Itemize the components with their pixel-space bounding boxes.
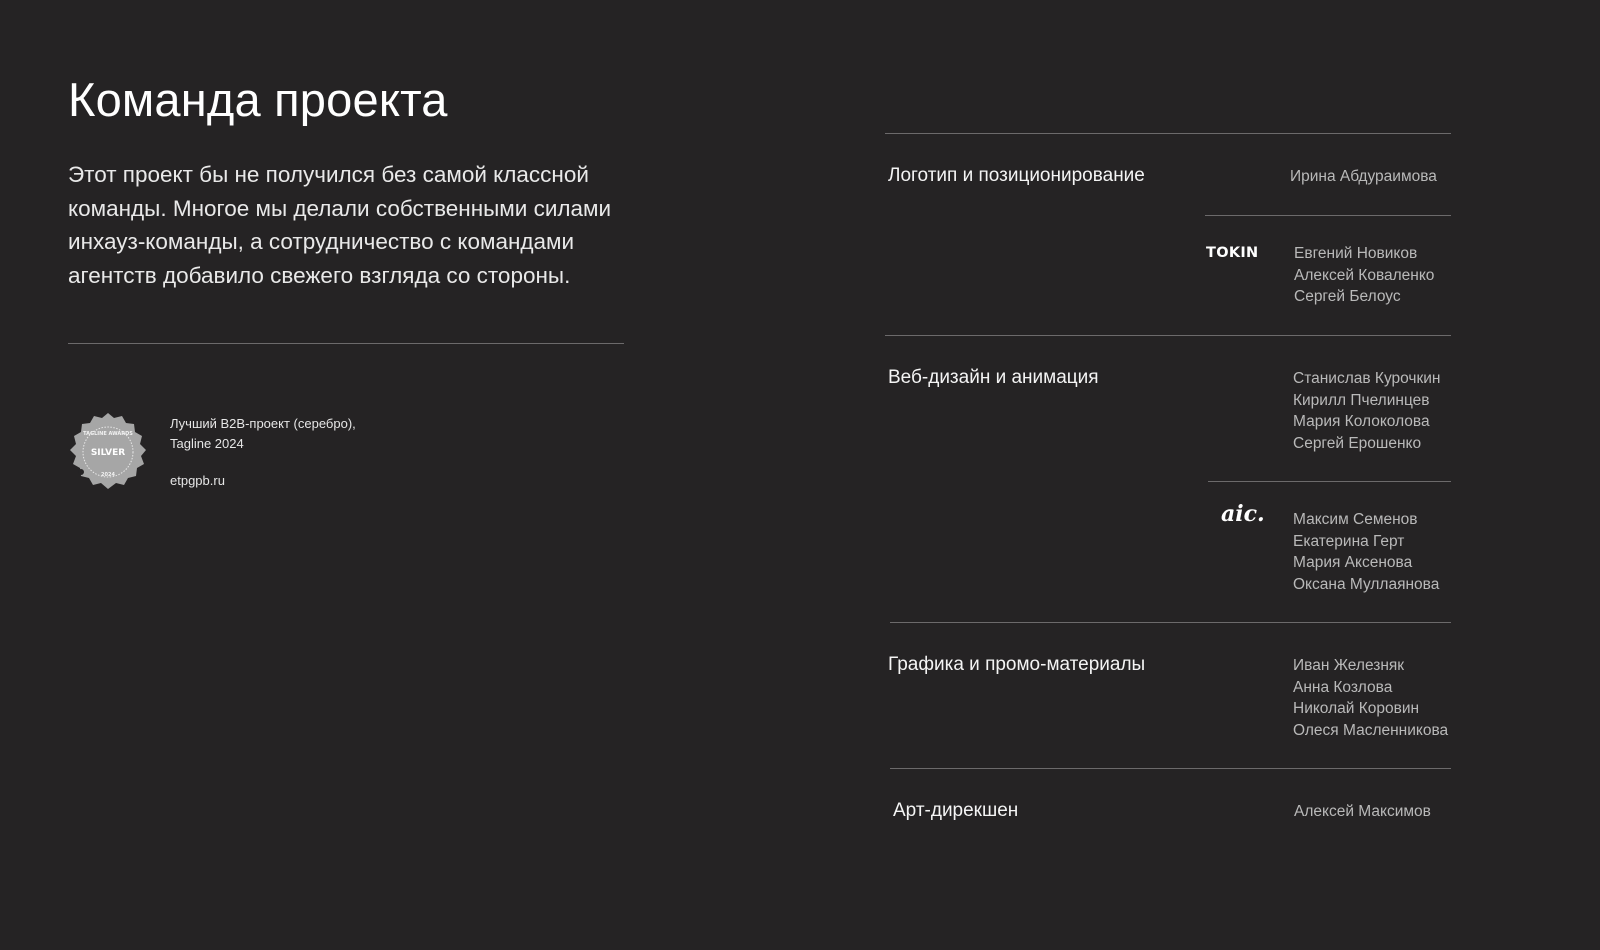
divider bbox=[68, 343, 624, 344]
svg-text:TAGLINE AWARDS: TAGLINE AWARDS bbox=[83, 431, 133, 437]
tokin-logo: TOKIN bbox=[1206, 245, 1259, 261]
divider bbox=[890, 768, 1451, 769]
member-name: Мария Аксенова bbox=[1293, 554, 1413, 572]
divider bbox=[1205, 215, 1451, 216]
intro-paragraph: Этот проект бы не получился без самой классной команды. Многое мы делали собственными силами инхауз-команды, а сотрудничество с командами агентств добавило свежего взгляда со стороны. bbox=[68, 162, 612, 288]
section-title-art-direction: Арт-дирекшен bbox=[893, 800, 1019, 821]
member-name: Максим Семенов bbox=[1293, 511, 1418, 528]
award-event: Tagline 2024 bbox=[170, 436, 244, 451]
member-name: Алексей Максимов bbox=[1294, 803, 1431, 820]
site-link[interactable]: etpgpb.ru bbox=[170, 473, 225, 488]
member-name: Екатерина Герт bbox=[1293, 532, 1405, 550]
divider bbox=[890, 622, 1451, 623]
member-name: Ирина Абдураимова bbox=[1290, 168, 1437, 185]
section-title-logo: Логотип и позиционирование bbox=[888, 165, 1145, 186]
member-name: Иван Железняк bbox=[1293, 657, 1405, 674]
team-names bbox=[1294, 243, 1434, 308]
team-names bbox=[1293, 368, 1441, 454]
award-title: Лучший B2B-проект (серебро), bbox=[170, 416, 356, 431]
divider bbox=[1208, 481, 1451, 482]
svg-text:SILVER: SILVER bbox=[90, 448, 126, 458]
member-name: Олеся Масленникова bbox=[1293, 721, 1449, 739]
member-name: Николай Коровин bbox=[1293, 700, 1420, 718]
member-name: Оксана Муллаянова bbox=[1293, 575, 1440, 593]
divider bbox=[885, 335, 1451, 336]
page-title: Команда проекта bbox=[68, 73, 448, 126]
member-name: Алексей Коваленко bbox=[1294, 266, 1435, 284]
member-name: Сергей Ерошенко bbox=[1293, 434, 1422, 452]
aic-logo: aic. bbox=[1221, 501, 1265, 527]
member-name: Кирилл Пчелинцев bbox=[1293, 391, 1430, 409]
member-name: Станислав Курочкин bbox=[1293, 370, 1441, 387]
team-names bbox=[1294, 801, 1431, 823]
section-title-web: Веб-дизайн и анимация bbox=[888, 367, 1099, 388]
section-title-graphics: Графика и промо-материалы bbox=[888, 654, 1146, 675]
award-description bbox=[170, 414, 430, 454]
award-badge-icon bbox=[68, 412, 148, 492]
divider bbox=[885, 133, 1451, 134]
member-name: Сергей Белоус bbox=[1294, 288, 1401, 306]
member-name: Анна Козлова bbox=[1293, 678, 1393, 696]
team-names bbox=[1293, 509, 1439, 595]
team-names bbox=[1290, 166, 1437, 188]
team-names bbox=[1293, 655, 1448, 741]
member-name: Евгений Новиков bbox=[1294, 245, 1418, 262]
svg-text:2024: 2024 bbox=[101, 472, 115, 478]
member-name: Мария Колоколова bbox=[1293, 413, 1430, 431]
